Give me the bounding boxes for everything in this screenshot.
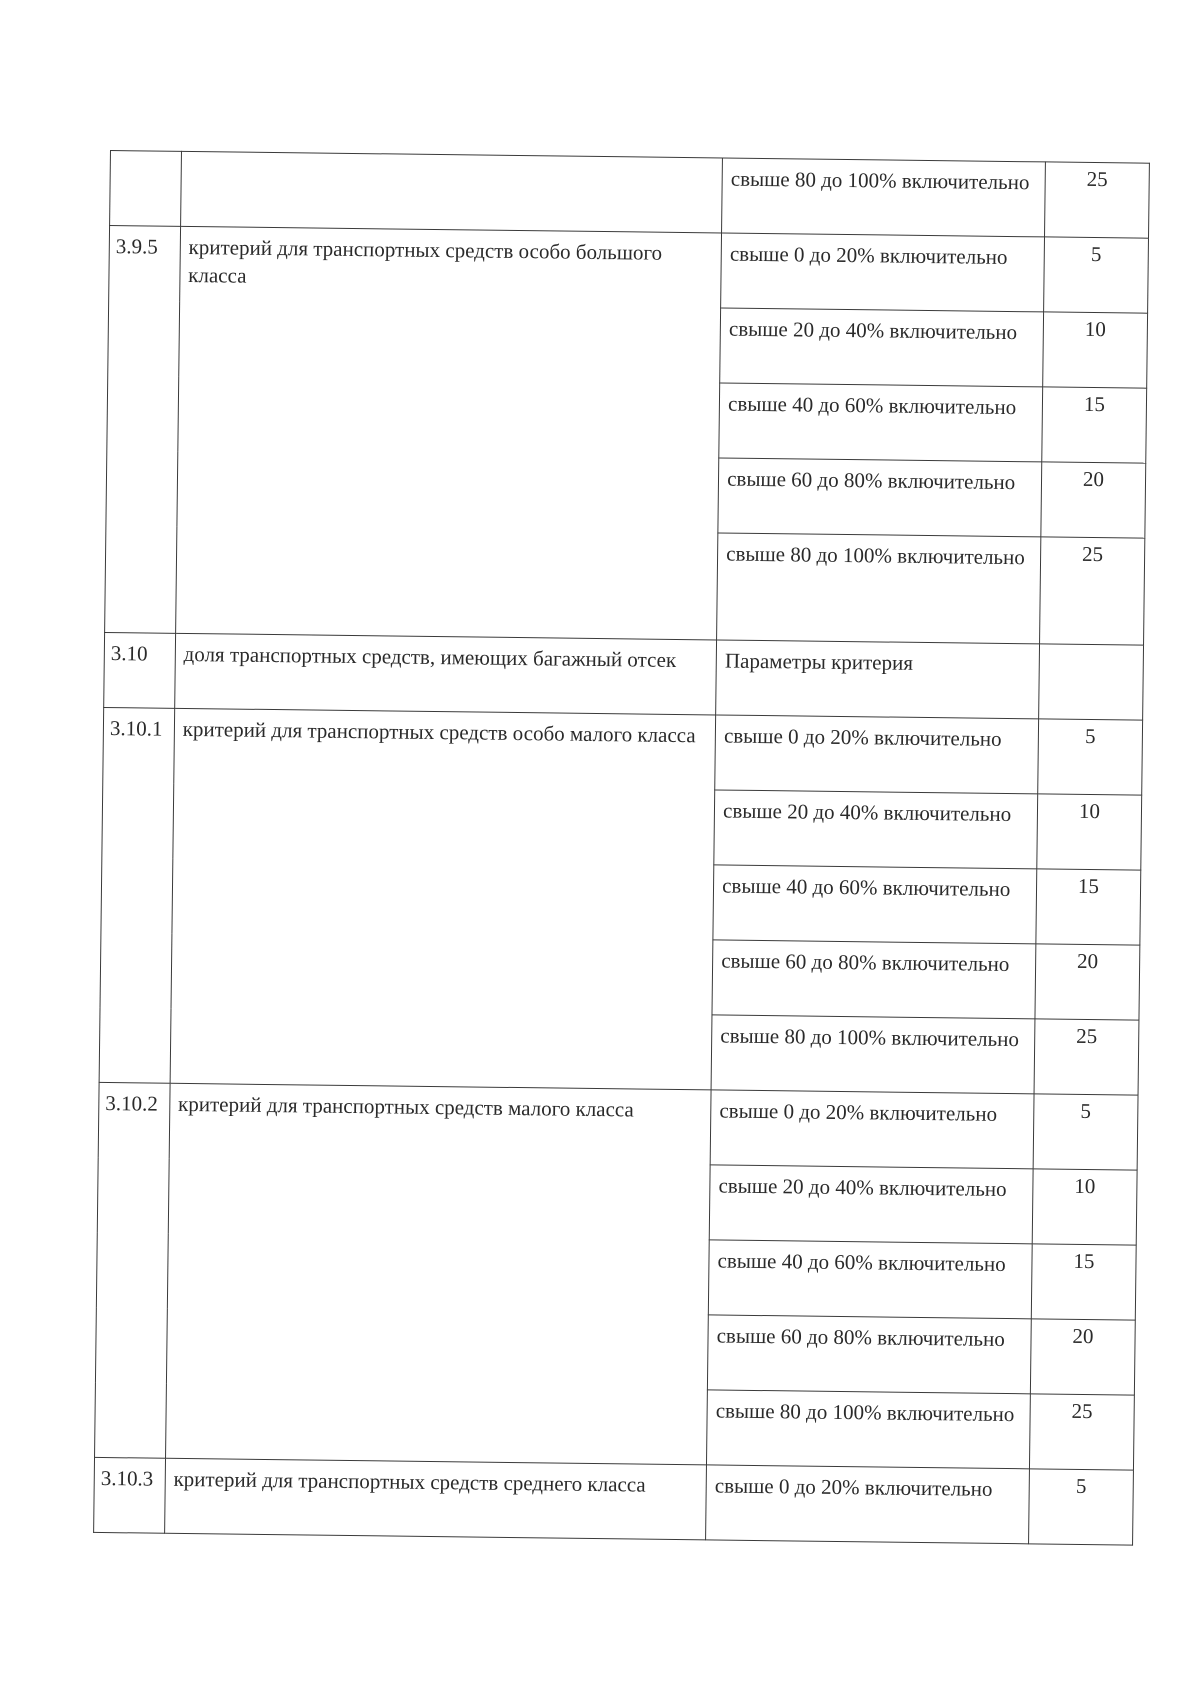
row-score: 25 [1039, 537, 1144, 645]
row-number: 3.10.2 [95, 1082, 170, 1458]
table-row [103, 707, 1143, 795]
row-score: 20 [1035, 944, 1140, 1020]
table-row [110, 151, 1150, 239]
row-score: 20 [1041, 462, 1146, 538]
table-row [98, 1082, 1138, 1170]
criteria-table [93, 150, 1150, 1546]
row-parameter: свыше 40 до 60% включительно [719, 383, 1043, 462]
row-number: 3.10 [104, 632, 176, 708]
row-score: 20 [1030, 1319, 1135, 1395]
row-parameter: свыше 60 до 80% включительно [718, 458, 1042, 537]
row-score: 25 [1029, 1394, 1134, 1470]
row-number [110, 151, 182, 227]
row-parameter: свыше 60 до 80% включительно [712, 940, 1036, 1019]
row-description: критерий для транспортных средств особо малого класса [170, 708, 716, 1090]
row-parameter: свыше 80 до 100% включительно [722, 158, 1046, 237]
row-parameter: свыше 60 до 80% включительно [708, 1315, 1032, 1394]
row-parameter: свыше 20 до 40% включительно [714, 790, 1038, 869]
row-parameter: свыше 0 до 20% включительно [706, 1465, 1030, 1544]
row-parameter: свыше 20 до 40% включительно [720, 308, 1044, 387]
row-score: 15 [1031, 1244, 1136, 1320]
row-score: 5 [1043, 237, 1148, 313]
row-description [180, 151, 722, 233]
row-description: доля транспортных средств, имеющих багажный отсек [174, 633, 716, 715]
row-score: 25 [1034, 1019, 1139, 1095]
row-description: критерий для транспортных средств особо большого класса [175, 226, 721, 640]
row-score: 10 [1037, 794, 1142, 870]
row-parameter: свыше 0 до 20% включительно [715, 715, 1039, 794]
row-score: 15 [1042, 387, 1147, 463]
row-score: 5 [1033, 1094, 1138, 1170]
row-parameter: свыше 80 до 100% включительно [717, 533, 1041, 644]
row-score: 10 [1043, 312, 1148, 388]
table-row [94, 1457, 1134, 1545]
row-score: 25 [1044, 162, 1149, 238]
table-row [109, 226, 1149, 314]
row-score [1038, 644, 1143, 720]
table-row [104, 632, 1144, 720]
row-parameter: свыше 0 до 20% включительно [721, 233, 1045, 312]
row-score: 10 [1032, 1169, 1137, 1245]
row-parameter: свыше 40 до 60% включительно [713, 865, 1037, 944]
row-number: 3.10.1 [99, 707, 174, 1083]
row-score: 15 [1036, 869, 1141, 945]
row-parameter: Параметры критерия [716, 640, 1040, 719]
row-parameter: свыше 0 до 20% включительно [710, 1090, 1034, 1169]
row-number: 3.9.5 [105, 226, 181, 634]
row-score: 5 [1038, 719, 1143, 795]
row-number: 3.10.3 [94, 1457, 166, 1533]
row-description: критерий для транспортных средств среднего класса [164, 1458, 706, 1540]
row-parameter: свыше 80 до 100% включительно [711, 1015, 1035, 1094]
row-score: 5 [1028, 1469, 1133, 1545]
row-parameter: свыше 80 до 100% включительно [707, 1390, 1031, 1469]
row-description: критерий для транспортных средств малого класса [165, 1083, 711, 1465]
row-parameter: свыше 40 до 60% включительно [708, 1240, 1032, 1319]
row-parameter: свыше 20 до 40% включительно [709, 1165, 1033, 1244]
